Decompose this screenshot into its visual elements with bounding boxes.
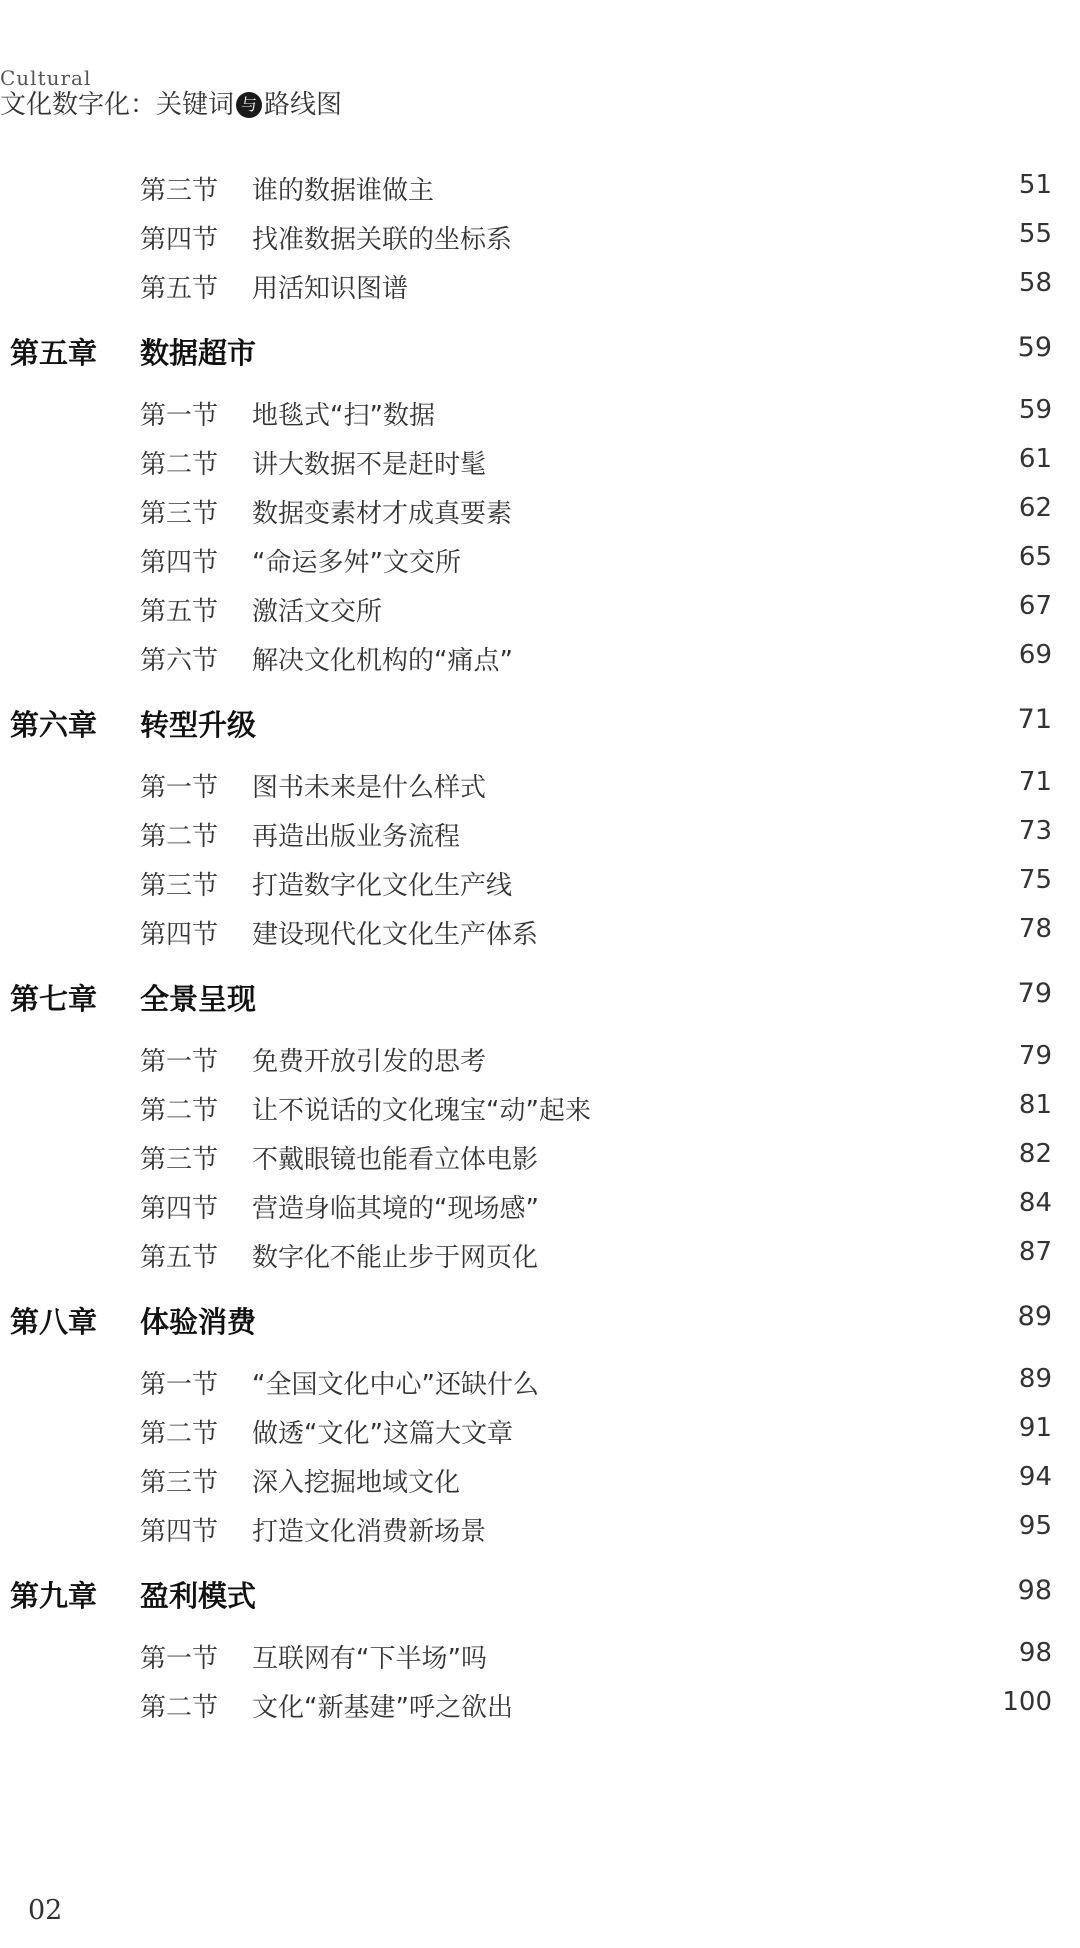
- section-title: 地毯式“扫”数据: [252, 401, 435, 431]
- chapter-title: 数据超市: [140, 336, 257, 370]
- section-title: 让不说话的文化瑰宝“动”起来: [252, 1096, 591, 1126]
- chapter-label: 第六章: [10, 708, 98, 742]
- section-title: 打造数字化文化生产线: [252, 871, 513, 901]
- section-label: 第四节: [140, 225, 219, 255]
- section-label: 第二节: [140, 1419, 219, 1449]
- section-label: 第四节: [140, 920, 219, 950]
- section-label: 第五节: [140, 1243, 219, 1273]
- section-title: 打造文化消费新场景: [252, 1517, 487, 1547]
- toc-section-row: [0, 1090, 1080, 1139]
- toc-page-number: 71: [1017, 704, 1052, 735]
- toc-page-number: 98: [1017, 1575, 1052, 1606]
- section-label: 第二节: [140, 822, 219, 852]
- toc-section-row: [0, 1511, 1080, 1560]
- toc-section-row: [0, 816, 1080, 865]
- toc-chapter-row: [0, 331, 1080, 395]
- section-title: “全国文化中心”还缺什么: [252, 1370, 539, 1400]
- series-name: Cultural: [0, 66, 92, 90]
- toc-section-row: [0, 170, 1080, 219]
- toc-section-row: [0, 1364, 1080, 1413]
- toc-page-number: 95: [1018, 1511, 1052, 1541]
- toc-page-number: 84: [1018, 1188, 1052, 1218]
- section-label: 第一节: [140, 1644, 219, 1674]
- section-title: 免费开放引发的思考: [252, 1047, 487, 1077]
- section-title: 建设现代化文化生产体系: [252, 920, 539, 950]
- section-title: 找准数据关联的坐标系: [252, 225, 513, 255]
- toc-page-number: 81: [1018, 1090, 1052, 1120]
- section-label: 第二节: [140, 1096, 219, 1126]
- toc-section-row: [0, 591, 1080, 640]
- chapter-title: 转型升级: [140, 708, 257, 742]
- toc-chapter-row: [0, 977, 1080, 1041]
- section-label: 第四节: [140, 1517, 219, 1547]
- toc-page-number: 82: [1018, 1139, 1052, 1169]
- toc-page-number: 67: [1018, 591, 1052, 621]
- toc-page-number: 79: [1018, 1041, 1052, 1071]
- section-label: 第六节: [140, 646, 219, 676]
- toc-section-row: [0, 1237, 1080, 1286]
- toc-section-row: [0, 1462, 1080, 1511]
- section-label: 第三节: [140, 1145, 219, 1175]
- toc-chapter-row: [0, 1300, 1080, 1364]
- section-title: 再造出版业务流程: [252, 822, 461, 852]
- toc-page-number: 73: [1018, 816, 1052, 846]
- toc-section-row: [0, 1188, 1080, 1237]
- toc-page-number: 98: [1018, 1638, 1052, 1668]
- toc-page-number: 78: [1018, 914, 1052, 944]
- section-title: 讲大数据不是赶时髦: [252, 450, 487, 480]
- toc-section-row: [0, 219, 1080, 268]
- section-title: 谁的数据谁做主: [252, 176, 435, 206]
- section-label: 第二节: [140, 450, 219, 480]
- chapter-label: 第五章: [10, 336, 98, 370]
- chapter-title: 体验消费: [140, 1305, 257, 1339]
- section-title: 深入挖掘地域文化: [252, 1468, 461, 1498]
- chapter-title: 全景呈现: [140, 982, 257, 1016]
- toc-page-number: 89: [1018, 1364, 1052, 1394]
- toc-section-row: [0, 1139, 1080, 1188]
- book-title-suffix: 路线图: [264, 90, 343, 120]
- toc-page-number: 59: [1017, 332, 1052, 363]
- toc-section-row: [0, 444, 1080, 493]
- toc-section-row: [0, 1041, 1080, 1090]
- toc-chapter-row: [0, 703, 1080, 767]
- title-badge: 与: [236, 92, 262, 118]
- toc-page-number: 91: [1018, 1413, 1052, 1443]
- toc-page-number: 55: [1018, 219, 1052, 249]
- section-label: 第一节: [140, 1370, 219, 1400]
- chapter-label: 第八章: [10, 1305, 98, 1339]
- section-label: 第二节: [140, 1693, 219, 1723]
- toc-section-row: [0, 640, 1080, 689]
- toc-page-number: 75: [1018, 865, 1052, 895]
- toc-section-row: [0, 395, 1080, 444]
- section-title: “命运多舛”文交所: [252, 548, 461, 578]
- toc-page-number: 62: [1018, 493, 1052, 523]
- section-title: 互联网有“下半场”吗: [252, 1644, 487, 1674]
- section-label: 第三节: [140, 499, 219, 529]
- toc-section-row: [0, 542, 1080, 591]
- running-header: [0, 66, 520, 126]
- section-title: 解决文化机构的“痛点”: [252, 646, 513, 676]
- section-title: 不戴眼镜也能看立体电影: [252, 1145, 539, 1175]
- section-title: 激活文交所: [252, 597, 383, 627]
- section-label: 第一节: [140, 1047, 219, 1077]
- section-label: 第三节: [140, 176, 219, 206]
- section-title: 文化“新基建”呼之欲出: [252, 1693, 513, 1723]
- section-title: 营造身临其境的“现场感”: [252, 1194, 539, 1224]
- toc-section-row: [0, 268, 1080, 317]
- toc-page-number: 89: [1017, 1301, 1052, 1332]
- toc-page-number: 94: [1018, 1462, 1052, 1492]
- toc-section-row: [0, 865, 1080, 914]
- toc-page-number: 59: [1018, 395, 1052, 425]
- chapter-title: 盈利模式: [140, 1579, 257, 1613]
- table-of-contents: [0, 170, 1080, 1736]
- toc-section-row: [0, 1638, 1080, 1687]
- toc-page-number: 65: [1018, 542, 1052, 572]
- toc-section-row: [0, 1413, 1080, 1462]
- section-label: 第四节: [140, 1194, 219, 1224]
- book-title: [0, 84, 342, 121]
- toc-section-row: [0, 1687, 1080, 1736]
- chapter-label: 第七章: [10, 982, 98, 1016]
- section-label: 第四节: [140, 548, 219, 578]
- toc-page-number: 87: [1018, 1237, 1052, 1267]
- section-title: 数字化不能止步于网页化: [252, 1243, 539, 1273]
- toc-chapter-row: [0, 1574, 1080, 1638]
- toc-page-number: 61: [1018, 444, 1052, 474]
- section-label: 第一节: [140, 401, 219, 431]
- section-label: 第三节: [140, 1468, 219, 1498]
- section-title: 数据变素材才成真要素: [252, 499, 513, 529]
- page-number: 02: [28, 1895, 63, 1926]
- section-label: 第一节: [140, 773, 219, 803]
- toc-section-row: [0, 914, 1080, 963]
- toc-page-number: 51: [1018, 170, 1052, 200]
- toc-page-number: 69: [1018, 640, 1052, 670]
- toc-page-number: 79: [1017, 978, 1052, 1009]
- section-title: 图书未来是什么样式: [252, 773, 487, 803]
- section-label: 第五节: [140, 597, 219, 627]
- section-label: 第三节: [140, 871, 219, 901]
- section-title: 做透“文化”这篇大文章: [252, 1419, 513, 1449]
- chapter-label: 第九章: [10, 1579, 98, 1613]
- toc-section-row: [0, 767, 1080, 816]
- section-label: 第五节: [140, 274, 219, 304]
- toc-page-number: 100: [1002, 1687, 1052, 1717]
- book-title-prefix: 文化数字化：关键词: [0, 90, 235, 120]
- toc-page-number: 71: [1018, 767, 1052, 797]
- toc-section-row: [0, 493, 1080, 542]
- toc-page-number: 58: [1018, 268, 1052, 298]
- section-title: 用活知识图谱: [252, 274, 409, 304]
